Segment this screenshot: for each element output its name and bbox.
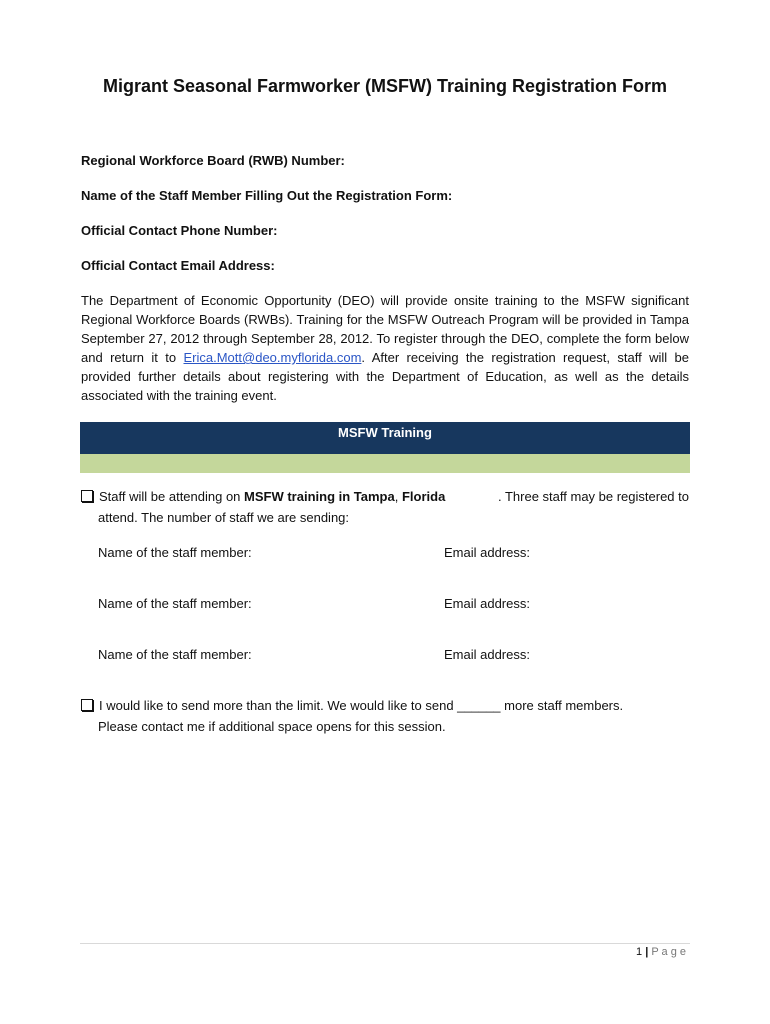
staff-row [98,545,530,560]
attending-text-pre: Staff will be attending on [99,489,245,504]
page-number: 1 [636,946,643,958]
phone-label: Official Contact Phone Number: [81,223,278,238]
attending-text-post: . Three staff may be registered to [497,489,689,504]
extra-staff-option [81,695,689,737]
staff-email-field[interactable]: Email address: [444,545,530,560]
staff-name-label: Name of the Staff Member Filling Out the Registration Form: [81,188,453,203]
attending-option [81,486,689,528]
attending-text-bold: MSFW training in Tampa [244,489,395,504]
intro-text-2: . After receiving the registration request, staff will be provided further details about registering with the Department of Education, as well as the details associated with the training event. [81,350,689,403]
page-word: P a g e [651,946,686,958]
footer-divider [80,943,690,944]
intro-paragraph [81,291,689,405]
staff-email-field[interactable]: Email address: [444,596,530,611]
checkbox-icon[interactable] [81,699,93,711]
staff-name-field[interactable]: Name of the staff member: [98,596,252,611]
green-band [80,454,690,473]
attending-text-line2: attend. The number of staff we are sending: [98,510,350,525]
intro-text-1: The Department of Economic Opportunity (DEO) will provide onsite training to the MSFW significant Regional Workforce Boards (RWBs). Training for the MSFW Outreach Program will be provided in Tampa September 27, 2012 through September 28, 2012. To register through the DEO, complete the form below and return it to [81,293,689,365]
staff-name-field[interactable]: Name of the staff member: [98,545,252,560]
attending-text-bold-2: Florida [401,489,446,504]
staff-row [98,596,530,611]
contact-email-link[interactable]: Erica.Mott@deo.myflorida.com [183,350,362,365]
footer-separator: | [645,946,649,958]
staff-row [98,647,530,662]
staff-name-field[interactable]: Name of the staff member: [98,647,252,662]
page-footer [0,946,686,958]
attending-comma: , [394,489,402,504]
extra-staff-text-line2: Please contact me if additional space opens for this session. [98,719,446,734]
rwb-number-label: Regional Workforce Board (RWB) Number: [81,153,345,168]
email-label: Official Contact Email Address: [81,258,275,273]
msfw-training-band: MSFW Training [80,422,690,454]
checkbox-icon[interactable] [81,490,93,502]
staff-email-field[interactable]: Email address: [444,647,530,662]
page-title: Migrant Seasonal Farmworker (MSFW) Training Registration Form [102,76,668,96]
extra-staff-text: I would like to send more than the limit. We would like to send ______ more staff members. [99,698,624,713]
